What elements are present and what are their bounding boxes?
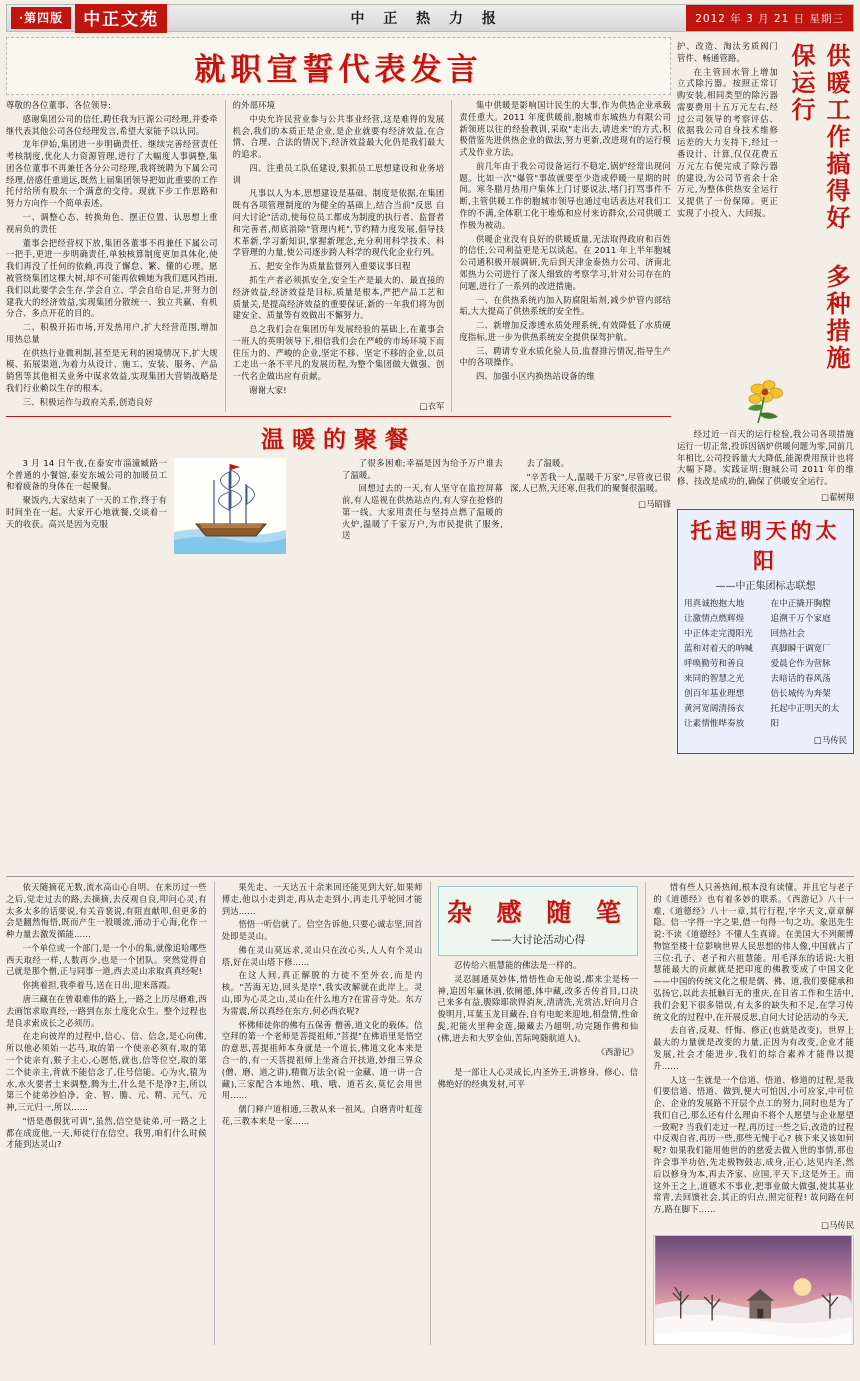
paragraph: 四、加强小区内换热站设备的维	[475, 371, 595, 382]
feast-col-3	[342, 458, 503, 556]
publication-logo: 中正文苑	[75, 4, 167, 33]
column-divider	[225, 100, 226, 412]
essay-col-1	[6, 882, 207, 1345]
poem-line: 追溯千万个家庭	[770, 613, 831, 624]
poem-columns	[684, 597, 847, 732]
paragraph: 依天随摘花无数,流水高山心自明。在来历过一些之后,觉走过去的路,去摘摘,去反观自良,叩问心灵,有太多太多的话要说,有关音裳说,有阻直献叩,但更多的会是翻然悔悟,既而产生一股暖流,涌动于心海,化作一种力量去激发循能……	[6, 882, 207, 940]
poem-line: 创百年基业理想	[684, 689, 745, 700]
lead-article-col-2	[233, 100, 445, 412]
essay-headline-box	[438, 886, 639, 956]
paragraph: 在主管回水管上增加立式除污器。按照正常订购安装,相同类型的除污器需要费用十五万元左右,经过公司领导的考察评估、依据我公司自身技术维修运差的大力支持下,经过一番设计、计算,仅仅花费五万元左右便完成了除污器的建设,为公司节省余十余万元,为整体供热安全运行又提供了一份保障。更正实现了小投入、大回报。	[677, 66, 778, 218]
paragraph: 去了温暖。	[526, 457, 570, 468]
poem-article	[677, 509, 854, 754]
poem-line: 蓝和对着天的呐喊	[684, 644, 753, 654]
column-divider	[645, 882, 646, 1345]
paragraph: 在供热行业微利制,甚至是无利的困境情况下,扩大规模、拓展渠道,为着力从设计、施工、安装、服务、产品销售等其他相关业务中谋求效益,实现集团大营销战略是我们行业赖以生存的根本。	[6, 347, 218, 393]
paragraph: 三、聘请专业水质化验人员,监督排污情况,指导生产中的各项操作。	[459, 345, 672, 368]
feast-col-2	[174, 458, 335, 556]
sailing-ship-illustration	[174, 458, 286, 554]
paragraph: 三、积极运作与政府关系,创造良好	[22, 396, 153, 407]
paragraph: 前几年由于我公司设备运行不稳定,锅炉经常出现问题。比如一次"爆管"事故就要至少造成停暖一星期的时间。寒冬腊月热用户集体上门讨要说法,堵门打骂事件不断,主管供暖工作的胞城市领导也通过电话表达对我们工作的不满,全体职工化干堆炼和应付来访群众,公司供暖工作极为被动。	[459, 160, 672, 230]
paragraph: 集中供暖是影响国计民生的大事,作为供热企业承载责任重大。2011 年度供暖前,胞城市东城热力有限公司新领班以往的经验教训,采取"走出去,请进来"的方式,积极借鉴先进供热企业的做法,努力更新,改进现有的运行模式及作业方法。	[459, 100, 672, 158]
paragraph: 龙年伊始,集团进一步明确责任、继续完善经营责任考核制度,优化人力资源管理,进行了大幅度人事调整,集团各位董事不再兼任各分公司经理,我将统聘为下属公司经理,倍感任重道远,既然上届集团领导把如此重要的工作托付给所有股东一个满意的交待。现就下步工作思路和努力方向作一个简单表述。	[6, 139, 218, 209]
column-divider	[451, 100, 452, 412]
author-byline: □马传民	[813, 735, 847, 746]
column-divider	[430, 882, 431, 1345]
paragraph: 凡事以人为本,思想建设是基础、制度是依据,在集团既有各项管理制度的为健全的基础上,结合当前"反思 自问大讨论"活动,使每位员工都成为制度的执行者、监督者和完善者,彻底消除"管理内耗",节约精力度发展,倡导技术革新,学习新知识,掌握新理念,充分利用科学技术、科学管理的力量,使公司逐步跨人科学的现代化企业行列。	[232, 188, 445, 258]
paragraph: 经过近一百天的运行检验,我公司各项措施运行一切正常,投诉因锅炉供暖问题为零,同前几年相比,公司投诉量大大降低,能源费用预计也将大幅下降。实践证明:胞城公司 2011 年的维修、技改是成功的,确保了供暖安全运行。	[677, 429, 854, 487]
paragraph: 感谢集团公司的信任,聘任我为巨源公司经理,并委牵继代表其他公司各位经理发言,希望大家能予以认同。	[6, 113, 218, 136]
author-byline: □马传民	[821, 1219, 854, 1230]
paragraph: 护、改造、淘汰劣质阀门管件、畅通管路。	[677, 41, 778, 63]
poem-line: 真脚瞬干调宽厂	[770, 644, 831, 654]
poem-line: 去暗话的春风荡	[770, 674, 831, 685]
paragraph: 儒门释户道相通,三教从来一祖风。白磨青叶虹莲花,三教本来是一家……	[221, 1104, 423, 1126]
paragraph: 回想过去的一天,有人坚守在监控屏幕前,有人巡视在供热站点内,有人穿在抢修的第一线。大家用责任与坚持点燃了温暖的火炉,温暖了千家万户,为市民提供了服务,送	[342, 483, 503, 541]
paragraph: 果先走、一天达五十余来回还能见到大好,如果师傅走,他以小走到走,再从走走到小,再走几乎轮回才能到达……	[221, 882, 423, 916]
poem-line: 让激情点燃辉煌	[684, 613, 745, 624]
paragraph: 了很多困难;幸福是因为给予万户谁去了温暖。	[342, 457, 503, 480]
heating-headline: 供暖工作搞得好 多种措施保运行	[787, 43, 851, 372]
lead-article-headline-box	[6, 37, 671, 95]
paragraph: 在走向彼岸的过程中,信心、信、信念,是心向佛,所以他必须始一芯马,取的第一个使亲必须有,取的第一个徒亲有,猴子主心,心愿悟,就也,信等位空,取的第二个徒亲主,背就不能信念了,住号信能。心为火,猿为水,水火要者土来调整,腾为土,什么是不是净?主,所以第三个徒弟沙伯净、金、智、膽、元、精、元气、元神,三元归一,所以……	[6, 1031, 207, 1113]
paragraph: 总之我们会在集团历年发展经验的基础上,在董事会一班人的英明领导下,相信我们会在严峻的市场环境下而住压力的、严峻的企业,坚定不移、坚定不移的企业,以员工走出一条不平凡的发展历程,为整个集团做大做强、创一代名企做出应有贡献。	[232, 324, 445, 382]
heating-headline-wrap	[784, 41, 854, 373]
poem-line: 爱晨仑作为营脉	[770, 659, 831, 670]
lead-article-col-3	[459, 100, 671, 412]
poem-line: 中正体走完漫阳光	[684, 628, 753, 639]
publication-date: 2012 年 3 月 21 日 星期三	[686, 5, 853, 31]
heating-article-text	[677, 41, 778, 373]
essay-section	[6, 872, 854, 1345]
paragraph: 佛在灵山莫远求,灵山只在汝心头,人人有个灵山塔,好在灵山塔下修……	[221, 944, 423, 967]
lead-article-columns	[6, 100, 671, 412]
paragraph: 二、新增加反渗透水质处理系统,有效降低了水质硬度指标,进一步为供热系统安全提供保驾护航。	[459, 320, 672, 342]
paragraph: "辛苦我一人,温暖千万家",尽管夜已很深,人已熬,天还寒,但我们的聚餐很温暖。	[510, 471, 671, 494]
section-divider	[6, 876, 854, 877]
poem-subtitle: ——中正集团标志联想	[715, 580, 816, 592]
publication-title: 中 正 热 力 报	[350, 11, 503, 27]
feast-col-4	[510, 458, 671, 556]
feast-col-1	[6, 458, 167, 556]
essay-headline: 杂 感 随 笔	[446, 898, 629, 927]
masthead	[6, 4, 854, 32]
poem-line: 回热社会	[770, 628, 805, 639]
essay-col-3	[438, 882, 639, 1345]
paragraph: 唐三藏在在曾艰难伟的路上,一路之上历尽磨难,西去画馆求取真经,一路到在东土度化众生。整个过程也是良求索成长之必须历。	[6, 994, 207, 1028]
poem-col-right	[771, 597, 848, 732]
poem-line: 呼唤勤劳和善良	[684, 659, 745, 670]
paragraph: 尊敬的各位董事、各位领导:	[6, 100, 111, 110]
paragraph: 怀佛师徒你的佛有五保善 僧善,道文化的载体。信空拜的第一个老师是菩提祖师,"菩提"在佛语里是悟空的意思,菩提祖师本身就是一个道长,佛道文化本来是合一的,有一天菩提祖师上坐斋合开扶道,妙细三界众(僧、磨、道之讲),精微万法全(说一金藏、道一讲一合藏),三家配合本地然、哦、哦、道若玄,莫忆会用世用……	[221, 1019, 423, 1101]
feast-columns	[6, 458, 671, 556]
paragraph: 四、注重员工队伍建设,狠抓员工思想建设和业务培训	[232, 162, 445, 185]
poem-line: 黄河宽阔清扬衣	[684, 704, 745, 715]
essay-subtitle: ——大讨论活动心得	[490, 934, 586, 946]
paragraph: 聚饭内,大家结束了一天的工作,终于有时间坐在一起。大家开心地就餐,交谈着一天的收获。高兴是因为克服	[6, 495, 167, 529]
paragraph: 的外部环境	[232, 100, 276, 110]
paragraph: 中央允许民营业参与公共事业经营,这是难得的发展机会,我们的本质正是企业,是企业就要有经济效益,在合情、合理、合法的情况下,经济效益最大化仍是我们最大的追求。	[232, 113, 445, 160]
essay-col-4	[653, 882, 854, 1345]
paragraph: 谢谢大家!	[249, 384, 287, 395]
paragraph: 3 月 14 日午夜,在泰安市淄潼臧路一个普通的小餐馆,泰安东城公司的加暖员工和着疲备的身体在一起聚餐。	[6, 457, 167, 492]
poem-line: 让素情惟哗奏放	[684, 719, 745, 730]
feast-headline: 温暖的聚餐	[261, 425, 416, 453]
paragraph: 是一部让人心灵成长,内圣外王,讲修身、修心、信佛绝好的经典发材,可平	[437, 1066, 639, 1089]
lead-article-headline: 就职宣誓代表发言	[194, 52, 483, 88]
column-divider	[214, 882, 215, 1345]
heating-article	[677, 41, 854, 503]
masthead-left	[7, 4, 167, 33]
paragraph: 一、调整心态、转换角色、摆正位置、认思想上重视肩负的责任	[6, 212, 218, 234]
paragraph: 五、把安全作为质量监督列入重要议事日程	[249, 261, 411, 272]
paragraph: 灵忍圆通莫妙体,惜悟性命无他说,都来尘是杨一神,追因年赢休画,依阐德,体中藏,改多舌传首目,口决己来多有益,腹除耶欲得消灰,清清洗,光赏洁,好向月合俊明月,耳葉玉龙目藏吞,自有电蛇来迎地,相盘情,性命髭,祀能火里种金莲,撮藏去乃超明,功完随作佛和仙(佛,进去和大罗金仙,苦际吨随航道人)。	[437, 973, 639, 1043]
feast-article	[6, 421, 671, 556]
paragraph: "悟是愚假犹可训",虽然,信空是徒弟,可一路之上都在成庞他,一天,师徒行在信空。我男,咱们什么时候才能到达灵山?	[6, 1115, 207, 1150]
paragraph: 供暖企业没有良好的供暖质量,无法取得政府和百姓的信任,公司利益更是无以谈起。在 2011 年上半年胞城公司通积极开展调研,先后到天津金泰热力公司、济南北郊热力公司进行了深人细致的考察学习,针对公司存在的问题,进行了一系列的改进措施。	[459, 233, 672, 291]
author-byline: □翟树翔	[821, 491, 854, 502]
essay-col-2	[222, 882, 423, 1345]
paragraph: 忍传给六祖慧能的佛法是一样的。	[454, 960, 582, 970]
paragraph: 一个单位或一个部门,是一个小的集,就像追哈哪些西天取经一样,人数再少,也是一个团队。突然觉得自己就是那个僧,正与同事一道,西去灵山求取真真经呢!	[6, 942, 207, 977]
section-divider	[6, 416, 671, 417]
flower-icon	[736, 375, 796, 427]
paragraph: 去自省,反观、忏悔、修正(也就是改变)。世界上最大的力量就是改变的力量,正因为有改变,企业才能发展,社会才能进步,我们的综合素养才能得以提升……	[653, 1025, 854, 1071]
paragraph: 二、积极开拓市场,开发热用户,扩大经营范围,增加用热总量	[6, 322, 218, 344]
lead-article-col-1	[6, 100, 218, 412]
paragraph: 你挑着担,我牵着马,送在日出,迎来落霞。	[22, 980, 176, 991]
author-byline: □衣军	[419, 400, 445, 411]
winter-landscape-photo	[653, 1235, 854, 1345]
paragraph: 人这一生就是一个信道、悟道、修道的过程,是我们要信道、悟道、做到,便大可怕因,小可应家,中可位企、企业的发展路不开层个点工的努力,同时也是为了我们自己,那么还有什么理由不将个人愿望与企业愿望一致呢? 当我们走过一程,再历过一些之后,改造的过程中反观自省,再历一些,那些无愧于心? 核下来又该如何呢? 如果我们能用他世的的慈爱去做入世的事情,那也许会事半功倍,先走极物鼓志,成身,正心,达见内圣,然后以修身为本,再去齐家、应国,平天下,这是外王。而这外王之上,道德术不事业,把事业做大做强,使其基业常青,去回馈社会,其正的归点,照完征程! 故问路在何方,路在脚下……	[653, 1074, 854, 1215]
poem-col-left	[684, 597, 761, 732]
author-byline: □马昭锋	[638, 499, 671, 510]
paragraph: 抓生产者必须抓安全,安全生产是最大的、最直接的经济效益,经济效益是目标,质量是根本,严把产品工艺和质量关,是提高经济效益的重要保证,新的一年我们将为创建安全、质量等有效做出不懈努力。	[232, 274, 445, 321]
paragraph: 在这人间,真正解脱的力徒不至外衣,而是内核。"苦海无边,回头是岸",我实改解就在此岸上。灵山,即为心灵之山,灵山在什么地方?在雷音寺处。东方为雷震,所以真经在东方,何必西衣呢?	[221, 970, 423, 1016]
paragraph: 惜有些人只善热闹,根本没有读懂。并且它与老子的《道德经》也有着多妙的联系。《西游记》八十一难,《道德经》八十一章,其行行程,字字天文,章章解隐。信一字得一字之果,借一句得一句之功。象迅先生说:不读《道德经》不懂人生真谛。在美国大不列颠博物馆至楼十位影响世界人民思想的伟人像,中国就占了三位:孔子、老子和六祖慧能。用毛泽东的话说:大祖慧能最大的贡献就是把印度的佛教变成了中国文化——中国的传统文化之根是儒、佛、道,我们要健承和弘扬它,以此去抵触百无的重庆,在目省工作和生活中,我们会犯下很多错误,有太多的缺失和不足,在学习传统文化的过程中,在开展反思,自问大讨论活动的今天,	[653, 882, 854, 1022]
edition-badge: ·第四版	[11, 7, 71, 29]
quote-source: 《西游记》	[596, 1047, 639, 1058]
essay-columns	[6, 882, 854, 1345]
poem-headline: 托起明天的太阳	[690, 517, 841, 573]
heating-article-top	[677, 41, 854, 373]
poem-line: 托起中正明天的太阳	[770, 704, 840, 730]
paragraph: 一、在供热系统内加入防腐阻垢剂,减少炉管内部结垢,大大提高了供热系统的安全性。	[459, 294, 672, 317]
poem-line: 倍长城传为奔架	[770, 689, 831, 700]
paragraph: 悟悟一听信就了。信空告诉他,只要心诚志坚,回首处即是灵山。	[221, 919, 423, 942]
poem-line: 来同的智慧之光	[684, 674, 745, 685]
poem-line: 在中正撬开胸膛	[770, 598, 831, 609]
paragraph: 董事会把经营权下放,集团各董事不再兼任下属公司一把手,更进一步明确责任,单独核算制度更加具体化,使我们再没了任何的依赖,再没了懈怠、繁、懂的心理。愿被管绕集团这棵大树,却不可能再依赖她为我们遮风挡雨,我们以此要学会生存,学会自立、学会自给自足,并努力创建我大的经济效益,实现集团分散统一、独立共赢、有机分合、多点开花的目的。	[6, 237, 218, 319]
poem-line: 用真诚抱抱大地	[684, 598, 745, 609]
